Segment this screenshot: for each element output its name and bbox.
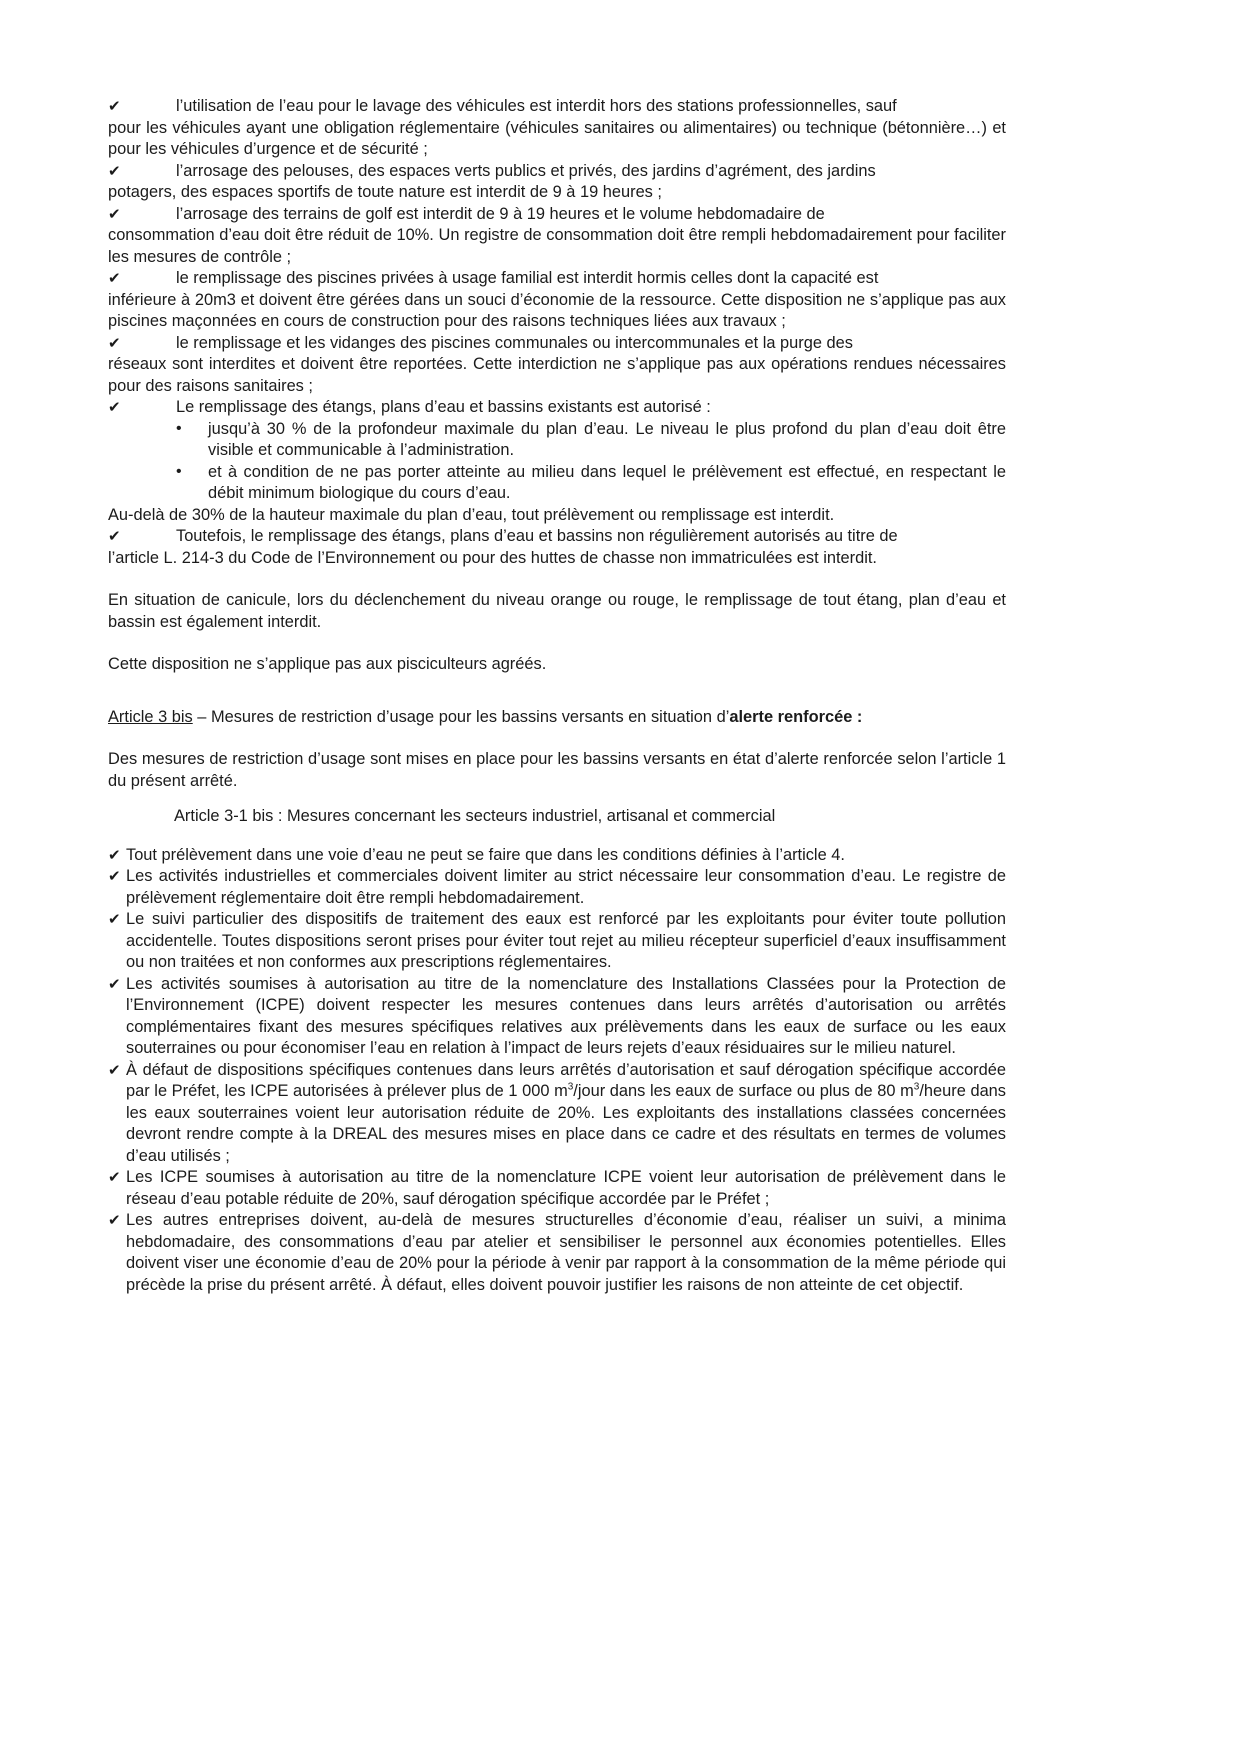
etangs-after-text: Au-delà de 30% de la hauteur maximale du plan d’eau, tout prélèvement ou remplissage est interdit. [108,505,835,524]
list-item-first-line: le remplissage des piscines privées à usage familial est interdit hormis celles dont la capacité est [176,269,879,287]
document-body [108,96,1006,1296]
spacer [108,676,1006,707]
check-icon: ✔ [108,270,121,287]
list-item-first-line: le remplissage et les vidanges des piscines communales ou intercommunales et la purge des [176,333,853,352]
spacer [108,792,1006,806]
list-item [108,974,1006,1060]
list-item [108,204,1006,269]
list-item-continuation: l’article L. 214-3 du Code de l’Environnement ou pour des huttes de chasse non immatriculées est interdit. [108,548,877,567]
canicule-paragraph: En situation de canicule, lors du déclenchement du niveau orange ou rouge, le remplissage de tout étang, plan d’eau et bassin est également interdit. [108,591,1006,631]
check-icon: ✔ [108,98,121,115]
check-icon: ✔ [108,1212,121,1229]
sub-bullet-item [108,462,1006,505]
list-item [108,845,1006,867]
sub-article-heading: Article 3-1 bis : Mesures concernant les secteurs industriel, artisanal et commercial [174,807,776,825]
list-item-icpe [108,1060,1006,1168]
check-icon: ✔ [108,868,121,885]
article-heading [108,707,1006,729]
list-item-continuation: réseaux sont interdites et doivent être reportées. Cette interdiction ne s’applique pas aux opérations rendues nécessaires pour des raisons sanitaires ; [108,355,1006,395]
article-title: – Mesures de restriction d’usage pour les bassins versants en situation d’ [192,707,730,726]
list-item-text: Les ICPE soumises à autorisation au titre de la nomenclature ICPE voient leur autorisation de prélèvement dans le réseau d’eau potable réduite de 20%, sauf dérogation spécifique accordée par le Préfet ; [126,1168,1006,1208]
list-item-continuation: consommation d’eau doit être réduit de 10%. Un registre de consommation doit être rempli hebdomadairement pour faciliter les mesures de contrôle ; [108,226,1006,266]
pisciculteurs-paragraph: Cette disposition ne s’applique pas aux pisciculteurs agréés. [108,655,547,673]
check-icon: ✔ [108,205,121,223]
list-item [108,909,1006,974]
spacer [108,828,1006,845]
list-item-first-line: l’utilisation de l’eau pour le lavage des véhicules est interdit hors des stations professionnelles, sauf [176,97,897,115]
list-item-text: Les activités industrielles et commerciales doivent limiter au strict nécessaire leur consommation d’eau. Le registre de prélèvement réglementaire doit être rempli hebdomadairement. [126,867,1006,907]
list-item-continuation: pour les véhicules ayant une obligation réglementaire (véhicules sanitaires ou alimentaires) ou technique (bétonnière…) et pour les véhicules d’urgence et de sécurité ; [108,118,1006,158]
sub-bullet-text: jusqu’à 30 % de la profondeur maximale du plan d’eau. Le niveau le plus profond du plan d’eau doit être visible et communicable à l’administration. [208,419,1006,459]
list-item [108,1210,1006,1296]
list-item [108,866,1006,909]
check-icon: ✔ [108,334,121,352]
check-icon: ✔ [108,1169,121,1186]
list-item-continuation: potagers, des espaces sportifs de toute nature est interdit de 9 à 19 heures ; [108,183,662,201]
spacer [108,569,1006,590]
list-item-first-line: Toutefois, le remplissage des étangs, plans d’eau et bassins non régulièrement autorisés au titre de [176,527,898,545]
superscript-3: 3 [913,1081,920,1093]
check-icon: ✔ [108,911,121,928]
article-title-bold: alerte renforcée : [729,707,863,726]
etangs-lead: Le remplissage des étangs, plans d’eau et bassins existants est autorisé : [176,398,711,416]
list-item-text: Tout prélèvement dans une voie d’eau ne peut se faire que dans les conditions définies à l’article 4. [126,845,845,864]
list-item-text: Les activités soumises à autorisation au titre de la nomenclature des Installations Classées pour la Protection de l’Environnement (ICPE) doivent respecter les mesures contenues dans leurs arrêtés d’autorisation ou arrêtés complémentaires fixant des mesures spécifiques relatives aux prélèvements dans les eaux de surface ou les eaux souterraines ou pour économiser l’eau en relation à l’impact de leurs rejets d’eaux résiduaires sur le milieu naturel. [126,974,1006,1057]
check-icon: ✔ [108,846,121,864]
list-item-toutefois [108,526,1006,569]
list-item [108,268,1006,333]
bullet-icon: • [176,462,182,480]
list-item-first-line: l’arrosage des terrains de golf est interdit de 9 à 19 heures et le volume hebdomadaire de [176,204,825,223]
check-icon: ✔ [108,528,121,545]
spacer [108,728,1006,749]
check-icon: ✔ [108,1061,121,1079]
list-item [108,161,1006,204]
icpe-text-part2: /jour dans les eaux de surface ou plus de 80 m [573,1082,914,1100]
superscript-3: 3 [567,1081,574,1093]
bullet-icon: • [176,419,182,437]
article-intro: Des mesures de restriction d’usage sont mises en place pour les bassins versants en état d’alerte renforcée selon l’article 1 du présent arrêté. [108,750,1006,790]
list-item-text: Le suivi particulier des dispositifs de traitement des eaux est renforcé par les exploitants pour éviter toute pollution accidentelle. Toutes dispositions seront prises pour éviter tout rejet au milieu récepteur superficiel d’eaux insuffisamment ou non traitées et non conformes aux prescriptions réglementaires. [126,910,1006,971]
list-item-first-line: l’arrosage des pelouses, des espaces verts publics et privés, des jardins d’agrément, des jardins [176,161,876,180]
list-item-continuation: inférieure à 20m3 et doivent être gérées dans un souci d’économie de la ressource. Cette disposition ne s’applique pas aux piscines maçonnées en cours de construction pour des raisons techniques liées aux travaux ; [108,290,1006,330]
sub-bullet-text: et à condition de ne pas porter atteinte au milieu dans lequel le prélèvement est effectué, en respectant le débit minimum biologique du cours d’eau. [208,462,1006,502]
icpe-text-part1: À défaut de dispositions spécifiques contenues dans leurs arrêtés d’autorisation et sauf dérogation spécifique accordée par le Préfet, les ICPE autorisées à prélever plus de 1 000 m [126,1060,1006,1100]
check-icon: ✔ [108,399,121,416]
list-item [108,1167,1006,1210]
spacer [108,633,1006,654]
list-item [108,333,1006,398]
check-icon: ✔ [108,975,121,993]
sub-bullet-item [108,419,1006,462]
list-item [108,96,1006,161]
check-icon: ✔ [108,162,121,180]
list-item-text: Les autres entreprises doivent, au-delà de mesures structurelles d’économie d’eau, réaliser un suivi, a minima hebdomadaire, des consommations d’eau par atelier et sensibiliser le personnel aux économies potentielles. Elles doivent viser une économie d’eau de 20% pour la période à venir par rapport à la consommation de la même période qui précède la prise du présent arrêté. À défaut, elles doivent pouvoir justifier les raisons de non atteinte de cet objectif. [126,1211,1006,1294]
article-ref: Article 3 bis [108,707,193,726]
icpe-text-part3: /heure dans les eaux souterraines voient leur autorisation réduite de 20%. Les exploitants des installations classées concernées devront rendre compte à la DREAL des mesures mises en place dans ce cadre et des résultats en termes de volumes d’eau utilisés ; [126,1082,1006,1165]
list-item-etangs [108,397,1006,419]
